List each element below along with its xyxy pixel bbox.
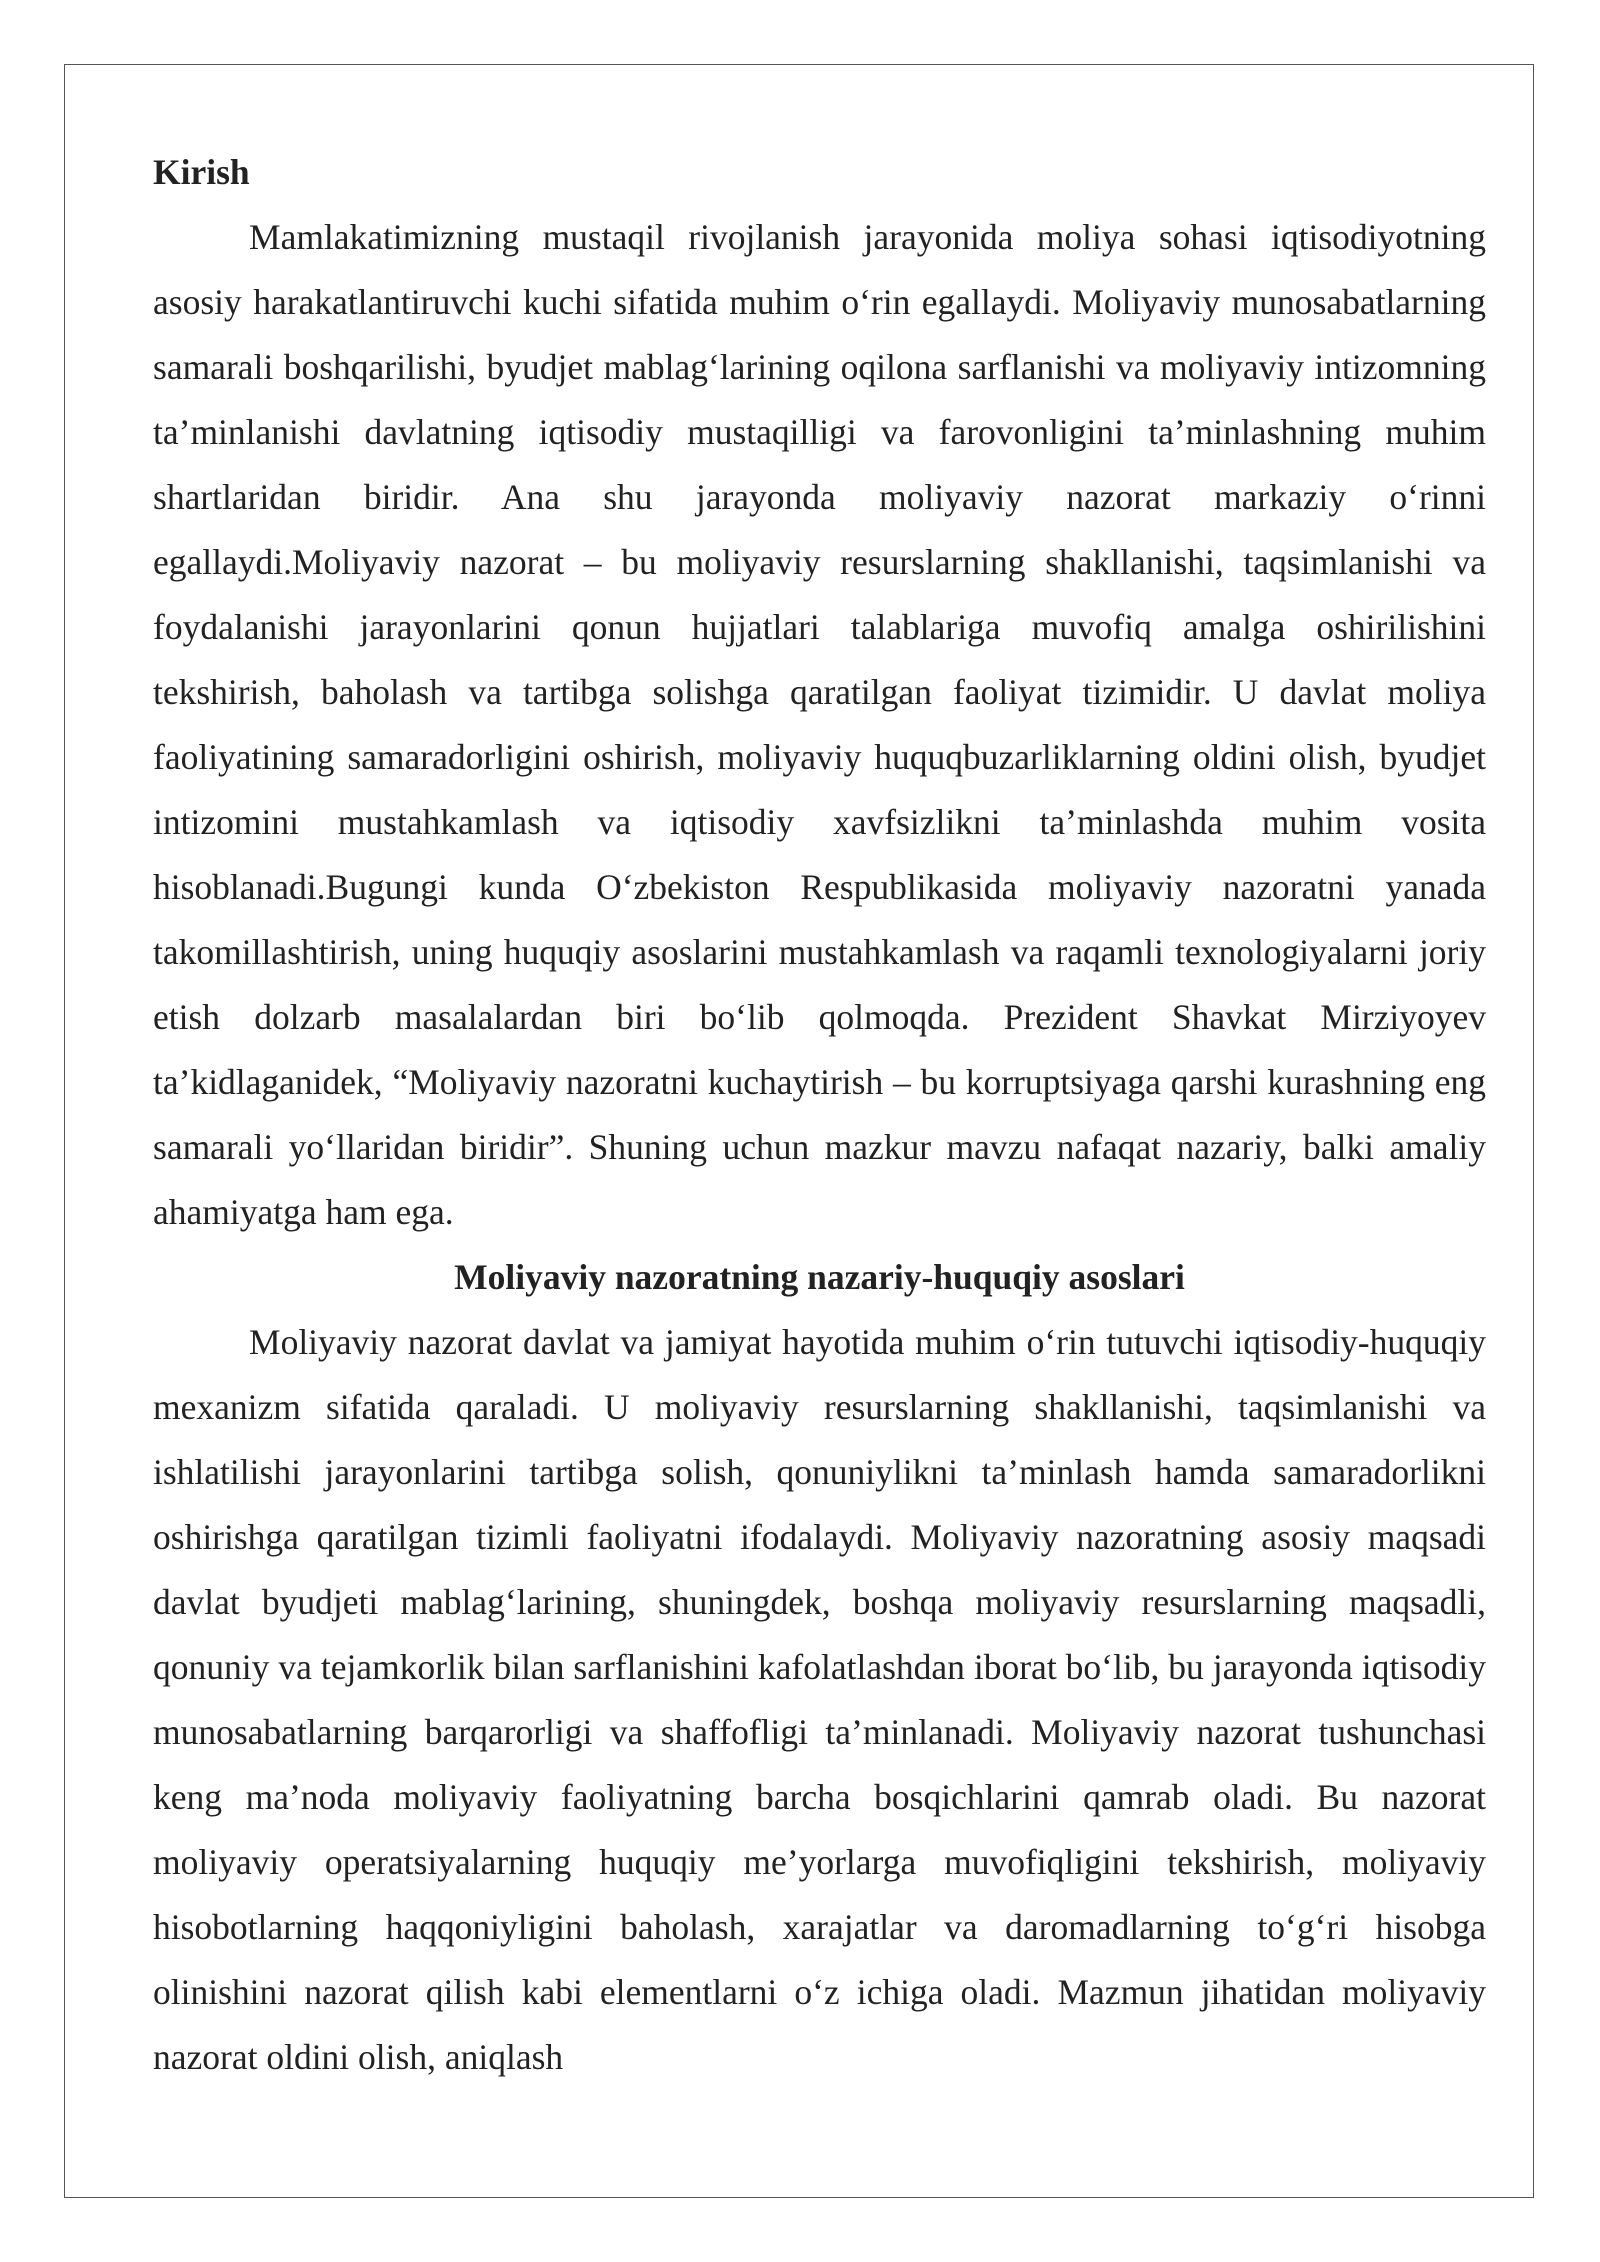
intro-heading: Kirish <box>153 152 250 192</box>
intro-paragraph: Mamlakatimizning mustaqil rivojlanish jarayonida moliya sohasi iqtisodiyotning asosiy harakatlantiruvchi kuchi sifatida muhim o‘rin egallaydi. Moliyaviy munosabatlarning samarali boshqarilishi, byudjet mablag‘larining oqilona sarflanishi va moliyaviy intizomning ta’minlanishi davlatning iqtisodiy mustaqilligi va farovonligini ta’minlashning muhim shartlaridan biridir. Ana shu jarayonda moliyaviy nazorat markaziy o‘rinni egallaydi.Moliyaviy nazorat – bu moliyaviy resurslarning shakllanishi, taqsimlanishi va foydalanishi jarayonlarini qonun hujjatlari talablariga muvofiq amalga oshirilishini tekshirish, baholash va tartibga solishga qaratilgan faoliyat tizimidir. U davlat moliya faoliyatining samaradorligini oshirish, moliyaviy huquqbuzarliklarning oldini olish, byudjet intizomini mustahkamlash va iqtisodiy xavfsizlikni ta’minlashda muhim vosita hisoblanadi.Bugungi kunda O‘zbekiston Respublikasida moliyaviy nazoratni yanada takomillashtirish, uning huquqiy asoslarini mustahkamlash va raqamli texnologiyalarni joriy etish dolzarb masalalardan biri bo‘lib qolmoqda. Prezident Shavkat Mirziyoyev ta’kidlaganidek, “Moliyaviy nazoratni kuchaytirish – bu korruptsiyaga qarshi kurashning eng samarali yo‘llaridan biridir”. Shuning uchun mazkur mavzu nafaqat nazariy, balki amaliy ahamiyatga ham ega. <box>153 217 1486 1232</box>
section-paragraph: Moliyaviy nazorat davlat va jamiyat hayotida muhim o‘rin tutuvchi iqtisodiy-huquqiy mexanizm sifatida qaraladi. U moliyaviy resurslarning shakllanishi, taqsimlanishi va ishlatilishi jarayonlarini tartibga solish, qonuniylikni ta’minlash hamda samaradorlikni oshirishga qaratilgan tizimli faoliyatni ifodalaydi. Moliyaviy nazoratning asosiy maqsadi davlat byudjeti mablag‘larining, shuningdek, boshqa moliyaviy resurslarning maqsadli, qonuniy va tejamkorlik bilan sarflanishini kafolatlashdan iborat bo‘lib, bu jarayonda iqtisodiy munosabatlarning barqarorligi va shaffofligi ta’minlanadi. Moliyaviy nazorat tushunchasi keng ma’noda moliyaviy faoliyatning barcha bosqichlarini qamrab oladi. Bu nazorat moliyaviy operatsiyalarning huquqiy me’yorlarga muvofiqligini tekshirish, moliyaviy hisobotlarning haqqoniyligini baholash, xarajatlar va daromadlarning to‘g‘ri hisobga olinishini nazorat qilish kabi elementlarni o‘z ichiga oladi. Mazmun jihatidan moliyaviy nazorat oldini olish, aniqlash <box>153 1322 1486 2077</box>
section-heading: Moliyaviy nazoratning nazariy-huquqiy asoslari <box>454 1257 1185 1297</box>
document-body <box>153 140 1486 2090</box>
